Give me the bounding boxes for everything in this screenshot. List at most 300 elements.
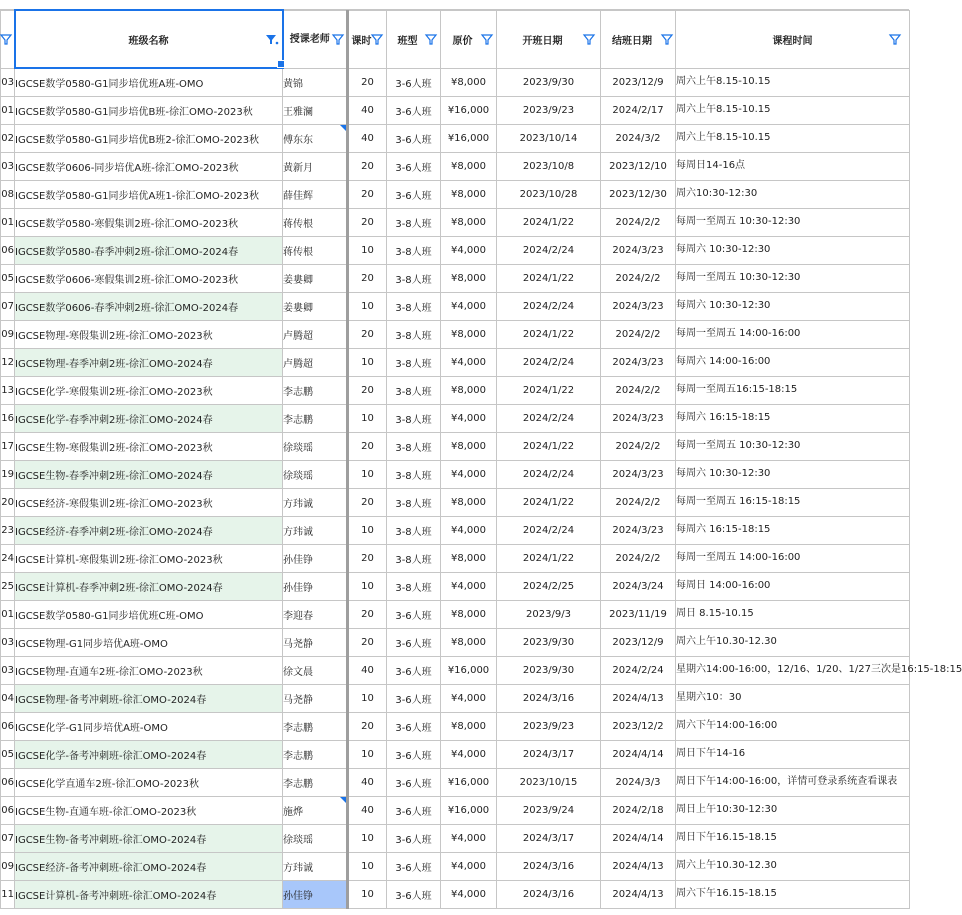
hours-cell[interactable]: 20 <box>348 544 387 572</box>
course-time-cell[interactable]: 每周一至周五 14:00-16:00 <box>676 544 910 572</box>
start-date-cell[interactable]: 2024/1/22 <box>497 488 601 516</box>
hours-cell[interactable]: 10 <box>348 348 387 376</box>
teacher-cell[interactable]: 卢腾超 <box>283 348 348 376</box>
filter-icon[interactable] <box>889 33 901 45</box>
row-id-cell[interactable]: 13 <box>1 376 15 404</box>
table-row[interactable] <box>1 432 910 460</box>
class-name-cell[interactable]: IGCSE生物-直通车班-徐汇OMO-2023秋 <box>15 796 283 824</box>
teacher-cell[interactable]: 马尧静 <box>283 684 348 712</box>
teacher-cell[interactable]: 李志鹏 <box>283 768 348 796</box>
end-date-cell[interactable]: 2024/4/14 <box>601 740 676 768</box>
end-date-cell[interactable]: 2024/2/2 <box>601 264 676 292</box>
end-date-cell[interactable]: 2023/12/30 <box>601 180 676 208</box>
end-date-cell[interactable]: 2024/3/3 <box>601 768 676 796</box>
price-cell[interactable]: ¥16,000 <box>441 768 497 796</box>
course-time-cell[interactable]: 周日上午10:30-12:30 <box>676 796 910 824</box>
end-date-cell[interactable]: 2024/2/2 <box>601 376 676 404</box>
teacher-cell[interactable]: 施烨 <box>283 796 348 824</box>
filter-icon[interactable] <box>371 33 383 45</box>
teacher-cell[interactable]: 方玮诚 <box>283 488 348 516</box>
price-cell[interactable]: ¥8,000 <box>441 68 497 96</box>
filter-icon[interactable] <box>0 33 12 45</box>
price-cell[interactable]: ¥4,000 <box>441 852 497 880</box>
class-name-cell[interactable]: IGCSE生物-春季冲刺2班-徐汇OMO-2024春 <box>15 460 283 488</box>
class-name-cell[interactable]: IGCSE数学0580-寒假集训2班-徐汇OMO-2023秋 <box>15 208 283 236</box>
class-type-cell[interactable]: 3-6人班 <box>387 824 441 852</box>
table-row[interactable] <box>1 264 910 292</box>
teacher-cell[interactable]: 孙佳铮 <box>283 880 348 908</box>
end-date-cell[interactable]: 2024/2/2 <box>601 432 676 460</box>
start-date-cell[interactable]: 2023/9/23 <box>497 712 601 740</box>
table-row[interactable] <box>1 600 910 628</box>
row-id-cell[interactable]: 09 <box>1 320 15 348</box>
start-date-cell[interactable]: 2023/9/30 <box>497 656 601 684</box>
class-name-cell[interactable]: IGCSE计算机-备考冲刺班-徐汇OMO-2024春 <box>15 880 283 908</box>
hours-cell[interactable]: 10 <box>348 684 387 712</box>
end-date-cell[interactable]: 2024/2/24 <box>601 656 676 684</box>
class-type-cell[interactable]: 3-6人班 <box>387 180 441 208</box>
end-date-cell[interactable]: 2024/4/13 <box>601 852 676 880</box>
class-name-cell[interactable]: IGCSE数学0580-G1同步培优班C班-OMO <box>15 600 283 628</box>
end-date-cell[interactable]: 2023/12/10 <box>601 152 676 180</box>
table-row[interactable] <box>1 124 910 152</box>
price-cell[interactable]: ¥4,000 <box>441 880 497 908</box>
class-type-cell[interactable]: 3-8人班 <box>387 320 441 348</box>
table-row[interactable] <box>1 96 910 124</box>
row-id-cell[interactable]: 04 <box>1 684 15 712</box>
teacher-cell[interactable]: 孙佳铮 <box>283 544 348 572</box>
header-class-name[interactable] <box>15 10 283 68</box>
teacher-cell[interactable]: 王雅澜 <box>283 96 348 124</box>
end-date-cell[interactable]: 2023/11/19 <box>601 600 676 628</box>
hours-cell[interactable]: 20 <box>348 712 387 740</box>
start-date-cell[interactable]: 2024/3/16 <box>497 852 601 880</box>
row-id-cell[interactable]: 01 <box>1 208 15 236</box>
start-date-cell[interactable]: 2024/2/25 <box>497 572 601 600</box>
table-row[interactable] <box>1 152 910 180</box>
start-date-cell[interactable]: 2024/1/22 <box>497 432 601 460</box>
row-id-cell[interactable]: 03 <box>1 628 15 656</box>
hours-cell[interactable]: 10 <box>348 852 387 880</box>
row-id-cell[interactable]: 17 <box>1 432 15 460</box>
filter-icon[interactable] <box>583 33 595 45</box>
header-end-date[interactable] <box>601 10 676 68</box>
teacher-cell[interactable]: 李志鹏 <box>283 712 348 740</box>
hours-cell[interactable]: 40 <box>348 656 387 684</box>
end-date-cell[interactable]: 2024/3/23 <box>601 460 676 488</box>
teacher-cell[interactable]: 徐琰瑶 <box>283 824 348 852</box>
class-name-cell[interactable]: IGCSE物理-备考冲刺班-徐汇OMO-2024春 <box>15 684 283 712</box>
hours-cell[interactable]: 10 <box>348 292 387 320</box>
filter-icon[interactable] <box>332 33 344 45</box>
price-cell[interactable]: ¥4,000 <box>441 516 497 544</box>
teacher-cell[interactable]: 方玮诚 <box>283 852 348 880</box>
row-id-cell[interactable]: 06 <box>1 768 15 796</box>
hours-cell[interactable]: 20 <box>348 208 387 236</box>
start-date-cell[interactable]: 2024/1/22 <box>497 208 601 236</box>
row-id-cell[interactable]: 25 <box>1 572 15 600</box>
teacher-cell[interactable]: 姜婁卿 <box>283 264 348 292</box>
class-type-cell[interactable]: 3-8人班 <box>387 208 441 236</box>
class-name-cell[interactable]: IGCSE生物-寒假集训2班-徐汇OMO-2023秋 <box>15 432 283 460</box>
start-date-cell[interactable]: 2023/10/8 <box>497 152 601 180</box>
price-cell[interactable]: ¥4,000 <box>441 684 497 712</box>
end-date-cell[interactable]: 2024/2/2 <box>601 208 676 236</box>
row-id-cell[interactable]: 16 <box>1 404 15 432</box>
hours-cell[interactable]: 20 <box>348 600 387 628</box>
table-row[interactable] <box>1 488 910 516</box>
row-id-cell[interactable]: 08 <box>1 180 15 208</box>
teacher-cell[interactable]: 蒋传根 <box>283 208 348 236</box>
start-date-cell[interactable]: 2024/2/24 <box>497 292 601 320</box>
hours-cell[interactable]: 20 <box>348 376 387 404</box>
course-time-cell[interactable]: 每周六 16:15-18:15 <box>676 404 910 432</box>
course-time-cell[interactable]: 每周六 14:00-16:00 <box>676 348 910 376</box>
start-date-cell[interactable]: 2023/9/3 <box>497 600 601 628</box>
class-type-cell[interactable]: 3-8人班 <box>387 460 441 488</box>
price-cell[interactable]: ¥16,000 <box>441 124 497 152</box>
start-date-cell[interactable]: 2023/9/24 <box>497 796 601 824</box>
class-type-cell[interactable]: 3-6人班 <box>387 600 441 628</box>
end-date-cell[interactable]: 2024/3/23 <box>601 292 676 320</box>
filter-icon[interactable] <box>661 33 673 45</box>
class-name-cell[interactable]: IGCSE化学-G1同步培优A班-OMO <box>15 712 283 740</box>
row-id-cell[interactable]: 06 <box>1 712 15 740</box>
hours-cell[interactable]: 10 <box>348 880 387 908</box>
course-time-cell[interactable]: 每周一至周五 10:30-12:30 <box>676 264 910 292</box>
class-name-cell[interactable]: IGCSE数学0606-春季冲刺2班-徐汇OMO-2024春 <box>15 292 283 320</box>
start-date-cell[interactable]: 2024/2/24 <box>497 236 601 264</box>
class-name-cell[interactable]: IGCSE经济-寒假集训2班-徐汇OMO-2023秋 <box>15 488 283 516</box>
teacher-cell[interactable]: 蒋传根 <box>283 236 348 264</box>
filter-icon[interactable] <box>425 33 437 45</box>
class-name-cell[interactable]: IGCSE化学-春季冲刺2班-徐汇OMO-2024春 <box>15 404 283 432</box>
start-date-cell[interactable]: 2024/2/24 <box>497 516 601 544</box>
end-date-cell[interactable]: 2024/3/23 <box>601 236 676 264</box>
table-row[interactable] <box>1 768 910 796</box>
end-date-cell[interactable]: 2024/3/23 <box>601 348 676 376</box>
class-name-cell[interactable]: IGCSE数学0580-G1同步培优A班1-徐汇OMO-2023秋 <box>15 180 283 208</box>
class-name-cell[interactable]: IGCSE数学0580-G1同步培优班A班-OMO <box>15 68 283 96</box>
course-time-cell[interactable]: 每周六 10:30-12:30 <box>676 292 910 320</box>
course-time-cell[interactable]: 每周一至周五 14:00-16:00 <box>676 320 910 348</box>
class-type-cell[interactable]: 3-6人班 <box>387 68 441 96</box>
row-id-cell[interactable]: 23 <box>1 516 15 544</box>
table-row[interactable] <box>1 376 910 404</box>
hours-cell[interactable]: 10 <box>348 740 387 768</box>
selection-handle[interactable] <box>277 60 285 68</box>
teacher-cell[interactable]: 黄新月 <box>283 152 348 180</box>
class-type-cell[interactable]: 3-6人班 <box>387 152 441 180</box>
row-id-cell[interactable]: 06 <box>1 236 15 264</box>
hours-cell[interactable]: 20 <box>348 320 387 348</box>
course-time-cell[interactable]: 周六下午16.15-18.15 <box>676 880 910 908</box>
price-cell[interactable]: ¥4,000 <box>441 236 497 264</box>
end-date-cell[interactable]: 2024/4/13 <box>601 684 676 712</box>
end-date-cell[interactable]: 2023/12/2 <box>601 712 676 740</box>
price-cell[interactable]: ¥8,000 <box>441 600 497 628</box>
teacher-cell[interactable]: 薛佳辉 <box>283 180 348 208</box>
hours-cell[interactable]: 40 <box>348 124 387 152</box>
start-date-cell[interactable]: 2023/9/23 <box>497 96 601 124</box>
start-date-cell[interactable]: 2024/3/16 <box>497 880 601 908</box>
class-type-cell[interactable]: 3-6人班 <box>387 628 441 656</box>
price-cell[interactable]: ¥16,000 <box>441 796 497 824</box>
header-teacher[interactable] <box>283 10 348 68</box>
start-date-cell[interactable]: 2024/2/24 <box>497 404 601 432</box>
class-type-cell[interactable]: 3-6人班 <box>387 740 441 768</box>
price-cell[interactable]: ¥8,000 <box>441 152 497 180</box>
hours-cell[interactable]: 10 <box>348 236 387 264</box>
start-date-cell[interactable]: 2024/3/17 <box>497 824 601 852</box>
class-type-cell[interactable]: 3-8人班 <box>387 516 441 544</box>
start-date-cell[interactable]: 2024/2/24 <box>497 348 601 376</box>
table-row[interactable] <box>1 236 910 264</box>
price-cell[interactable]: ¥8,000 <box>441 208 497 236</box>
price-cell[interactable]: ¥8,000 <box>441 376 497 404</box>
teacher-cell[interactable]: 傅东东 <box>283 124 348 152</box>
hours-cell[interactable]: 20 <box>348 432 387 460</box>
hours-cell[interactable]: 20 <box>348 68 387 96</box>
start-date-cell[interactable]: 2023/10/28 <box>497 180 601 208</box>
class-name-cell[interactable]: IGCSE计算机-寒假集训2班-徐汇OMO-2023秋 <box>15 544 283 572</box>
end-date-cell[interactable]: 2024/3/23 <box>601 516 676 544</box>
class-type-cell[interactable]: 3-6人班 <box>387 656 441 684</box>
row-id-cell[interactable]: 11 <box>1 880 15 908</box>
price-cell[interactable]: ¥8,000 <box>441 544 497 572</box>
course-time-cell[interactable]: 每周六 10:30-12:30 <box>676 460 910 488</box>
row-id-cell[interactable]: 07 <box>1 292 15 320</box>
header-start-date[interactable] <box>497 10 601 68</box>
class-type-cell[interactable]: 3-8人班 <box>387 376 441 404</box>
class-type-cell[interactable]: 3-6人班 <box>387 684 441 712</box>
price-cell[interactable]: ¥4,000 <box>441 460 497 488</box>
price-cell[interactable]: ¥4,000 <box>441 740 497 768</box>
price-cell[interactable]: ¥16,000 <box>441 656 497 684</box>
table-row[interactable] <box>1 516 910 544</box>
start-date-cell[interactable]: 2023/9/30 <box>497 628 601 656</box>
row-id-cell[interactable]: 05 <box>1 264 15 292</box>
teacher-cell[interactable]: 李迎春 <box>283 600 348 628</box>
row-id-cell[interactable]: 07 <box>1 824 15 852</box>
price-cell[interactable]: ¥4,000 <box>441 824 497 852</box>
table-row[interactable] <box>1 852 910 880</box>
course-time-cell[interactable]: 每周日 14:00-16:00 <box>676 572 910 600</box>
class-name-cell[interactable]: IGCSE经济-春季冲刺2班-徐汇OMO-2024春 <box>15 516 283 544</box>
course-time-cell[interactable]: 星期六14:00-16:00，12/16、1/20、1/27三次是16:15-18:15 <box>676 656 910 684</box>
hours-cell[interactable]: 20 <box>348 628 387 656</box>
end-date-cell[interactable]: 2024/2/18 <box>601 796 676 824</box>
header-class-type[interactable] <box>387 10 441 68</box>
hours-cell[interactable]: 10 <box>348 824 387 852</box>
course-time-cell[interactable]: 周日下午14:00-16:00，详情可登录系统查看课表 <box>676 768 910 796</box>
teacher-cell[interactable]: 徐文晨 <box>283 656 348 684</box>
row-id-cell[interactable]: 12 <box>1 348 15 376</box>
class-type-cell[interactable]: 3-6人班 <box>387 796 441 824</box>
class-type-cell[interactable]: 3-8人班 <box>387 348 441 376</box>
price-cell[interactable]: ¥8,000 <box>441 180 497 208</box>
course-time-cell[interactable]: 周六上午10.30-12.30 <box>676 628 910 656</box>
class-type-cell[interactable]: 3-8人班 <box>387 404 441 432</box>
course-time-cell[interactable]: 周日下午16.15-18.15 <box>676 824 910 852</box>
price-cell[interactable]: ¥8,000 <box>441 488 497 516</box>
price-cell[interactable]: ¥4,000 <box>441 348 497 376</box>
header-price[interactable] <box>441 10 497 68</box>
table-row[interactable] <box>1 68 910 96</box>
end-date-cell[interactable]: 2024/4/13 <box>601 880 676 908</box>
row-id-cell[interactable]: 01 <box>1 600 15 628</box>
start-date-cell[interactable]: 2023/9/30 <box>497 68 601 96</box>
hours-cell[interactable]: 10 <box>348 404 387 432</box>
class-type-cell[interactable]: 3-6人班 <box>387 712 441 740</box>
class-name-cell[interactable]: IGCSE化学-备考冲刺班-徐汇OMO-2024春 <box>15 740 283 768</box>
class-name-cell[interactable]: IGCSE数学0580-春季冲刺2班-徐汇OMO-2024春 <box>15 236 283 264</box>
header-hours[interactable] <box>348 10 387 68</box>
start-date-cell[interactable]: 2023/10/14 <box>497 124 601 152</box>
course-time-cell[interactable]: 每周六 16:15-18:15 <box>676 516 910 544</box>
class-name-cell[interactable]: IGCSE物理-寒假集训2班-徐汇OMO-2023秋 <box>15 320 283 348</box>
filter-icon[interactable] <box>481 33 493 45</box>
class-type-cell[interactable]: 3-8人班 <box>387 236 441 264</box>
table-row[interactable] <box>1 544 910 572</box>
row-id-cell[interactable]: 02 <box>1 124 15 152</box>
table-row[interactable] <box>1 824 910 852</box>
row-id-cell[interactable]: 09 <box>1 852 15 880</box>
start-date-cell[interactable]: 2024/1/22 <box>497 376 601 404</box>
price-cell[interactable]: ¥4,000 <box>441 572 497 600</box>
course-time-cell[interactable]: 周六上午8.15-10.15 <box>676 124 910 152</box>
price-cell[interactable]: ¥8,000 <box>441 264 497 292</box>
class-name-cell[interactable]: IGCSE物理-春季冲刺2班-徐汇OMO-2024春 <box>15 348 283 376</box>
start-date-cell[interactable]: 2024/3/17 <box>497 740 601 768</box>
table-row[interactable] <box>1 628 910 656</box>
hours-cell[interactable]: 20 <box>348 488 387 516</box>
hours-cell[interactable]: 40 <box>348 796 387 824</box>
course-time-cell[interactable]: 周六下午14:00-16:00 <box>676 712 910 740</box>
row-id-cell[interactable]: 03 <box>1 152 15 180</box>
hours-cell[interactable]: 20 <box>348 180 387 208</box>
table-row[interactable] <box>1 404 910 432</box>
teacher-cell[interactable]: 黄锦 <box>283 68 348 96</box>
class-type-cell[interactable]: 3-8人班 <box>387 488 441 516</box>
row-id-cell[interactable]: 01 <box>1 96 15 124</box>
row-id-cell[interactable]: 24 <box>1 544 15 572</box>
price-cell[interactable]: ¥4,000 <box>441 404 497 432</box>
class-type-cell[interactable]: 3-8人班 <box>387 292 441 320</box>
end-date-cell[interactable]: 2024/2/2 <box>601 544 676 572</box>
table-row[interactable] <box>1 796 910 824</box>
class-name-cell[interactable]: IGCSE物理-直通车2班-徐汇OMO-2023秋 <box>15 656 283 684</box>
start-date-cell[interactable]: 2023/10/15 <box>497 768 601 796</box>
course-time-cell[interactable]: 每周一至周五 10:30-12:30 <box>676 432 910 460</box>
table-row[interactable] <box>1 348 910 376</box>
course-time-cell[interactable]: 周六10:30-12:30 <box>676 180 910 208</box>
class-type-cell[interactable]: 3-6人班 <box>387 124 441 152</box>
hours-cell[interactable]: 10 <box>348 572 387 600</box>
teacher-cell[interactable]: 李志鹏 <box>283 404 348 432</box>
start-date-cell[interactable]: 2024/1/22 <box>497 264 601 292</box>
hours-cell[interactable]: 40 <box>348 768 387 796</box>
table-row[interactable] <box>1 320 910 348</box>
end-date-cell[interactable]: 2024/3/23 <box>601 404 676 432</box>
teacher-cell[interactable]: 李志鹏 <box>283 740 348 768</box>
start-date-cell[interactable]: 2024/1/22 <box>497 544 601 572</box>
course-time-cell[interactable]: 周六上午10.30-12.30 <box>676 852 910 880</box>
hours-cell[interactable]: 10 <box>348 516 387 544</box>
end-date-cell[interactable]: 2024/2/2 <box>601 320 676 348</box>
class-type-cell[interactable]: 3-6人班 <box>387 768 441 796</box>
price-cell[interactable]: ¥8,000 <box>441 432 497 460</box>
table-row[interactable] <box>1 180 910 208</box>
class-name-cell[interactable]: IGCSE化学-寒假集训2班-徐汇OMO-2023秋 <box>15 376 283 404</box>
table-row[interactable] <box>1 740 910 768</box>
course-time-cell[interactable]: 每周六 10:30-12:30 <box>676 236 910 264</box>
header-course-time[interactable] <box>676 10 910 68</box>
course-time-cell[interactable]: 周六上午8.15-10.15 <box>676 96 910 124</box>
table-row[interactable] <box>1 460 910 488</box>
class-type-cell[interactable]: 3-8人班 <box>387 572 441 600</box>
table-row[interactable] <box>1 656 910 684</box>
end-date-cell[interactable]: 2023/12/9 <box>601 628 676 656</box>
filter-active-icon[interactable] <box>265 33 277 45</box>
class-name-cell[interactable]: IGCSE物理-G1同步培优A班-OMO <box>15 628 283 656</box>
teacher-cell[interactable]: 卢腾超 <box>283 320 348 348</box>
header-id[interactable] <box>1 10 15 68</box>
start-date-cell[interactable]: 2024/2/24 <box>497 460 601 488</box>
class-type-cell[interactable]: 3-8人班 <box>387 544 441 572</box>
table-row[interactable] <box>1 208 910 236</box>
table-row[interactable] <box>1 684 910 712</box>
row-id-cell[interactable]: 20 <box>1 488 15 516</box>
class-name-cell[interactable]: IGCSE生物-备考冲刺班-徐汇OMO-2024春 <box>15 824 283 852</box>
hours-cell[interactable]: 10 <box>348 460 387 488</box>
class-type-cell[interactable]: 3-6人班 <box>387 880 441 908</box>
price-cell[interactable]: ¥4,000 <box>441 292 497 320</box>
class-name-cell[interactable]: IGCSE经济-备考冲刺班-徐汇OMO-2024春 <box>15 852 283 880</box>
course-time-cell[interactable]: 周六上午8.15-10.15 <box>676 68 910 96</box>
table-row[interactable] <box>1 712 910 740</box>
class-name-cell[interactable]: IGCSE数学0606-寒假集训2班-徐汇OMO-2023秋 <box>15 264 283 292</box>
course-time-cell[interactable]: 周日下午14-16 <box>676 740 910 768</box>
class-type-cell[interactable]: 3-6人班 <box>387 96 441 124</box>
teacher-cell[interactable]: 方玮诚 <box>283 516 348 544</box>
course-time-cell[interactable]: 每周一至周五 16:15-18:15 <box>676 488 910 516</box>
end-date-cell[interactable]: 2024/3/2 <box>601 124 676 152</box>
price-cell[interactable]: ¥8,000 <box>441 320 497 348</box>
course-time-cell[interactable]: 每周一至周五 10:30-12:30 <box>676 208 910 236</box>
row-id-cell[interactable]: 03 <box>1 656 15 684</box>
course-time-cell[interactable]: 星期六10：30 <box>676 684 910 712</box>
row-id-cell[interactable]: 05 <box>1 740 15 768</box>
row-id-cell[interactable]: 03 <box>1 68 15 96</box>
table-row[interactable] <box>1 572 910 600</box>
row-id-cell[interactable]: 19 <box>1 460 15 488</box>
table-row[interactable] <box>1 880 910 908</box>
end-date-cell[interactable]: 2024/2/2 <box>601 488 676 516</box>
course-time-cell[interactable]: 每周日14-16点 <box>676 152 910 180</box>
course-time-cell[interactable]: 每周一至周五16:15-18:15 <box>676 376 910 404</box>
price-cell[interactable]: ¥8,000 <box>441 712 497 740</box>
end-date-cell[interactable]: 2023/12/9 <box>601 68 676 96</box>
hours-cell[interactable]: 20 <box>348 152 387 180</box>
table-row[interactable] <box>1 292 910 320</box>
class-name-cell[interactable]: IGCSE数学0606-同步培优A班-徐汇OMO-2023秋 <box>15 152 283 180</box>
price-cell[interactable]: ¥16,000 <box>441 96 497 124</box>
class-type-cell[interactable]: 3-8人班 <box>387 264 441 292</box>
hours-cell[interactable]: 40 <box>348 96 387 124</box>
teacher-cell[interactable]: 徐琰瑶 <box>283 432 348 460</box>
teacher-cell[interactable]: 徐琰瑶 <box>283 460 348 488</box>
